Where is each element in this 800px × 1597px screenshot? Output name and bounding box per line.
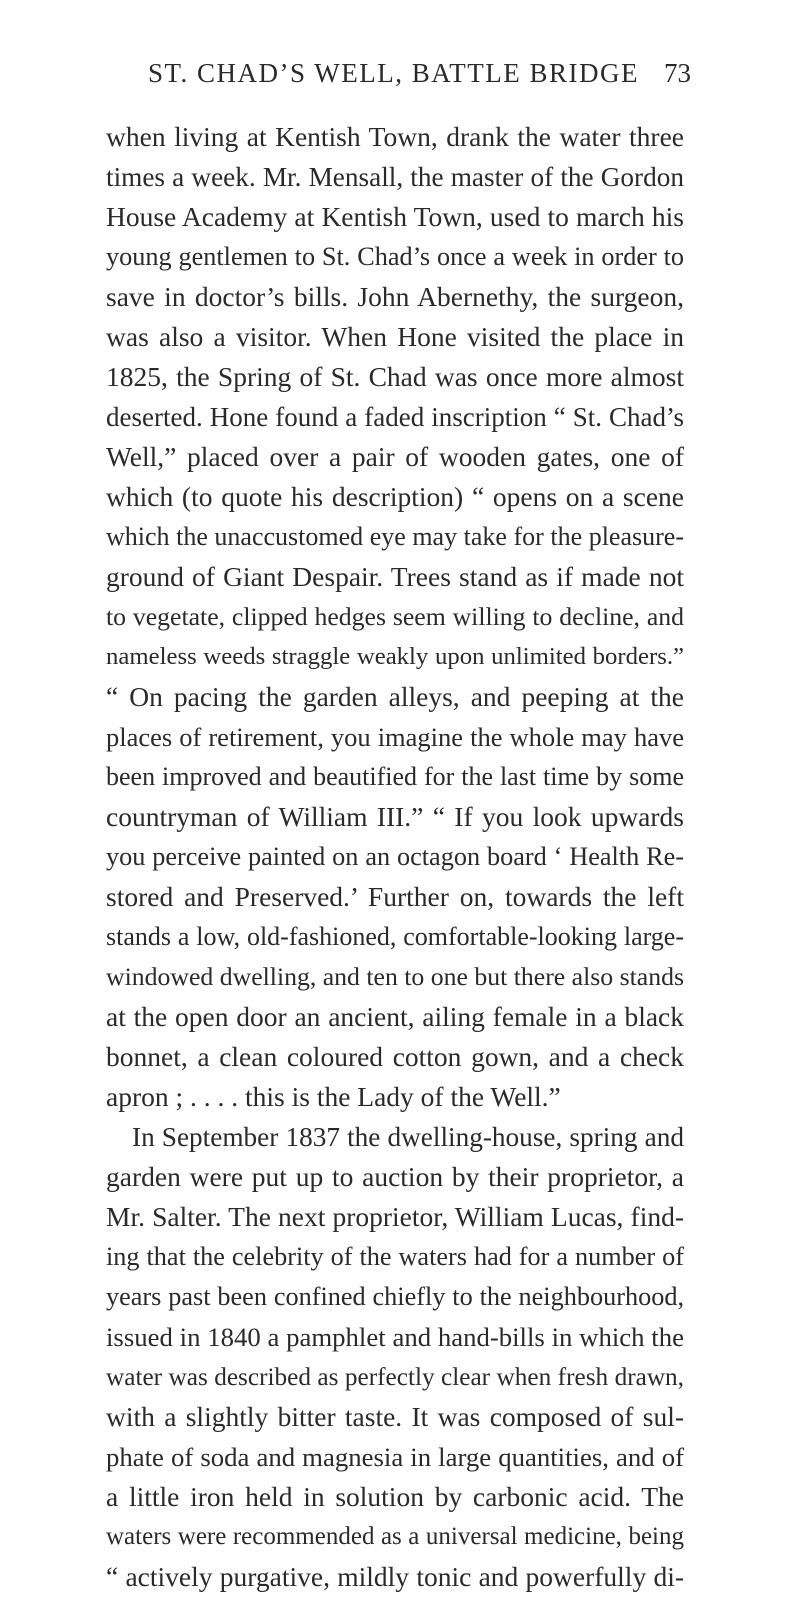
text-line: stored and Preserved.’ Further on, towards the left [106, 881, 684, 912]
text-line: “ actively purgative, mildly tonic and powerfully di- [106, 1561, 684, 1592]
body-text [106, 117, 684, 1597]
text-line: garden were put up to auction by their proprietor, a [106, 1161, 684, 1192]
text-line: water was described as perfectly clear when fresh drawn, [106, 1363, 684, 1391]
text-line: countryman of William III.” “ If you look upwards [106, 801, 684, 832]
running-head [0, 58, 800, 98]
text-line: young gentlemen to St. Chad’s once a week in order to [106, 242, 684, 271]
text-line: Well,” placed over a pair of wooden gates, one of [106, 441, 684, 472]
text-line: deserted. Hone found a faded inscription “ St. Chad’s [106, 402, 684, 432]
text-line: windowed dwelling, and ten to one but there also stands [106, 962, 684, 991]
running-title: ST. CHAD’S WELL, BATTLE BRIDGE [148, 58, 639, 88]
text-line: 1825, the Spring of St. Chad was once more almost [106, 361, 684, 392]
text-line: was also a visitor. When Hone visited the place in [106, 321, 684, 352]
text-line: waters were recommended as a universal medicine, being [106, 1523, 684, 1550]
text-line: ground of Giant Despair. Trees stand as if made not [106, 561, 684, 592]
text-line: nameless weeds straggle weakly upon unlimited borders.” [106, 643, 684, 670]
text-line: issued in 1840 a pamphlet and hand-bills in which the [106, 1322, 684, 1352]
paragraph-start-line: In September 1837 the dwelling-house, spring and [132, 1122, 684, 1152]
text-line: been improved and beautified for the last time by some [106, 762, 684, 791]
text-line: times a week. Mr. Mensall, the master of the Gordon [106, 162, 684, 192]
text-line: to vegetate, clipped hedges seem willing to decline, and [106, 602, 684, 631]
text-line: save in doctor’s bills. John Abernethy, the surgeon, [106, 281, 684, 312]
text-line: which (to quote his description) “ opens on a scene [106, 481, 684, 512]
text-line: “ On pacing the garden alleys, and peeping at the [106, 681, 684, 712]
page-number: 73 [664, 58, 691, 88]
text-line: ing that the celebrity of the waters had for a number of [106, 1242, 684, 1271]
text-line: places of retirement, you imagine the whole may have [106, 722, 684, 752]
text-line: with a slightly bitter taste. It was composed of sul- [106, 1401, 684, 1432]
text-line: a little iron held in solution by carbonic acid. The [106, 1481, 684, 1512]
text-line: stands a low, old-fashioned, comfortable-looking large- [106, 922, 684, 951]
text-line: Mr. Salter. The next proprietor, William Lucas, find- [106, 1201, 684, 1232]
text-line: House Academy at Kentish Town, used to march his [106, 201, 684, 232]
text-line: when living at Kentish Town, drank the water three [106, 121, 684, 152]
text-line: phate of soda and magnesia in large quantities, and of [106, 1442, 684, 1472]
text-line: you perceive painted on an octagon board ‘ Health Re- [106, 842, 684, 871]
text-line: bonnet, a clean coloured cotton gown, and a check [106, 1041, 684, 1072]
text-line: years past been confined chiefly to the neighbourhood, [106, 1282, 684, 1311]
text-line: at the open door an ancient, ailing female in a black [106, 1001, 684, 1032]
text-line: which the unaccustomed eye may take for the pleasure- [106, 522, 684, 551]
text-line: apron ; . . . . this is the Lady of the Well.” [106, 1081, 561, 1112]
